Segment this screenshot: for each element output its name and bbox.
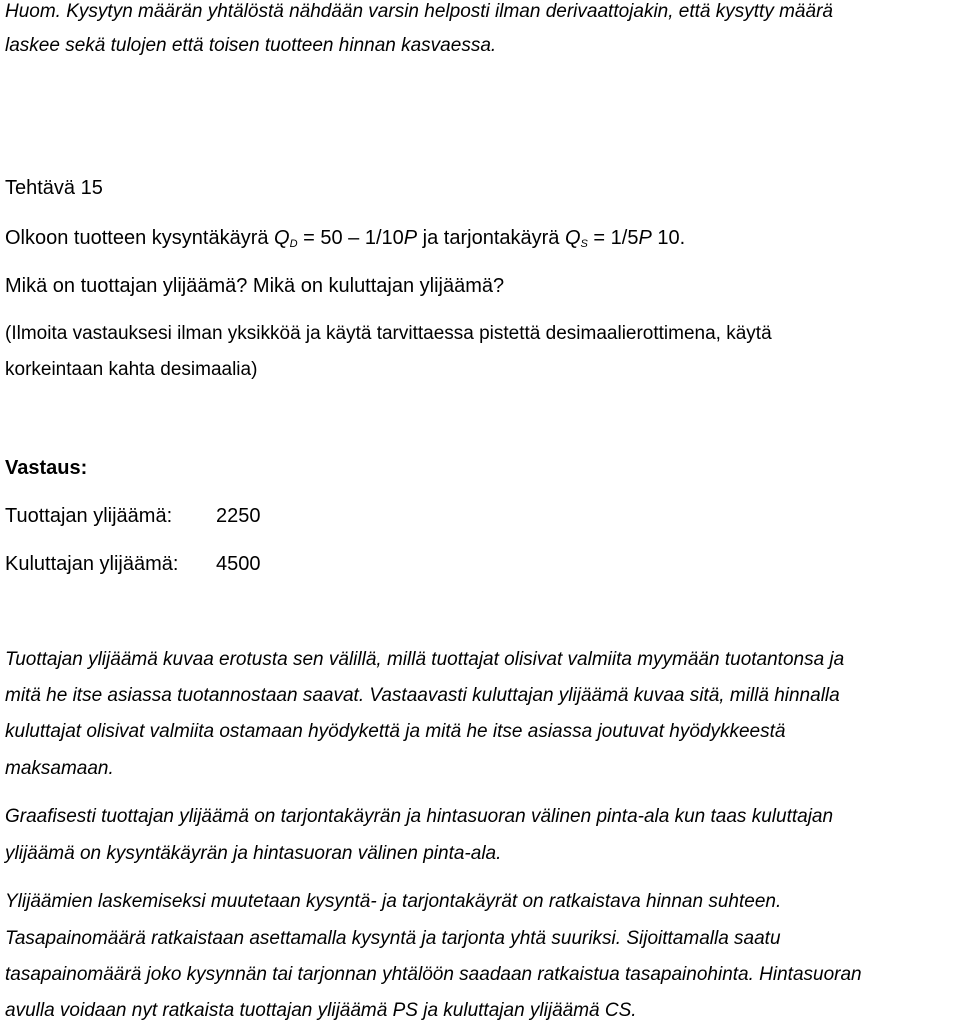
- task-equations: [5, 226, 685, 253]
- qs-subscript: S: [580, 238, 588, 250]
- explanation-p3-line-4: avulla voidaan nyt ratkaista tuottajan ylijäämä PS ja kuluttajan ylijäämä CS.: [5, 1000, 637, 1021]
- task-question: Mikä on tuottajan ylijäämä? Mikä on kuluttajan ylijäämä?: [5, 275, 505, 297]
- explanation-p1-line-3: kuluttajat olisivat valmiita ostamaan hyödykettä ja mitä he itse asiassa joutuvat hyödykkeestä: [5, 721, 786, 742]
- task-instructions-line-1: (Ilmoita vastauksesi ilman yksikköä ja käytä tarvittaessa pistettä desimaalierottimena, käytä: [5, 323, 772, 344]
- note-line-2: laskee sekä tulojen että toisen tuotteen hinnan kasvaessa.: [5, 35, 497, 56]
- explanation-p2-line-2: ylijäämä on kysyntäkäyrän ja hintasuoran välinen pinta-ala.: [5, 843, 502, 864]
- qd-symbol: Q: [274, 227, 290, 249]
- explanation-p1-line-1: Tuottajan ylijäämä kuvaa erotusta sen välillä, millä tuottajat olisivat valmiita myymään tuotantonsa ja: [5, 649, 845, 670]
- explanation-p2-line-1: Graafisesti tuottajan ylijäämä on tarjontakäyrän ja hintasuoran välinen pinta-ala kun taas kuluttajan: [5, 806, 834, 827]
- explanation-p3-line-3: tasapainomäärä joko kysynnän tai tarjonnan yhtälöön saadaan ratkaistua tasapainohinta. Hintasuoran: [5, 964, 862, 985]
- qd-subscript: D: [289, 238, 298, 250]
- note-line-1: Huom. Kysytyn määrän yhtälöstä nähdään varsin helposti ilman derivaattojakin, että kysytty määrä: [5, 1, 833, 22]
- task-instructions-line-2: korkeintaan kahta desimaalia): [5, 359, 258, 380]
- explanation-p1-line-4: maksamaan.: [5, 758, 114, 779]
- task-title: Tehtävä 15: [5, 177, 103, 199]
- consumer-surplus-value: 4500: [216, 553, 261, 575]
- consumer-surplus-label: Kuluttajan ylijäämä:: [5, 553, 179, 575]
- explanation-p1-line-2: mitä he itse asiassa tuotannostaan saavat. Vastaavasti kuluttajan ylijäämä kuvaa sitä, millä hinnalla: [5, 685, 840, 706]
- qd-rhs: = 50 – 1/10: [297, 227, 404, 249]
- supply-intro: ja tarjontakäyrä: [417, 227, 565, 249]
- eq-intro: Olkoon tuotteen kysyntäkäyrä: [5, 227, 275, 249]
- answer-heading: Vastaus:: [5, 457, 88, 479]
- qs-tail: 10.: [651, 227, 686, 249]
- consumer-surplus-row: [5, 552, 405, 576]
- explanation-p3-line-2: Tasapainomäärä ratkaistaan asettamalla kysyntä ja tarjonta yhtä suuriksi. Sijoittamalla saatu: [5, 928, 781, 949]
- explanation-p3-line-1: Ylijäämien laskemiseksi muutetaan kysyntä- ja tarjontakäyrät on ratkaistava hinnan suhteen.: [5, 891, 782, 912]
- qs-symbol: Q: [564, 227, 581, 249]
- producer-surplus-label: Tuottajan ylijäämä:: [5, 505, 173, 527]
- producer-surplus-row: [5, 504, 405, 528]
- producer-surplus-value: 2250: [216, 505, 261, 527]
- qs-rhs: = 1/5: [587, 227, 639, 249]
- p-symbol-1: P: [403, 227, 418, 249]
- p-symbol-2: P: [638, 227, 652, 249]
